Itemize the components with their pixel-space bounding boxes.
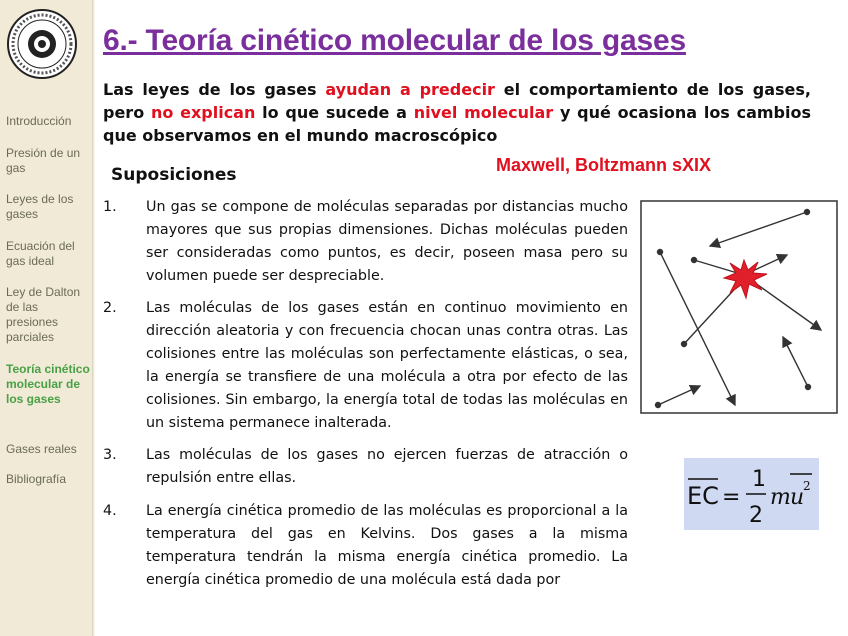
nav-item-ecuacion[interactable]: Ecuación del gas ideal (6, 239, 75, 268)
nav-item-gases-reales[interactable]: Gases reales (6, 442, 77, 456)
formula-velocity: u (790, 485, 805, 510)
credit-text: Maxwell, Boltzmann sXIX (496, 155, 712, 175)
university-seal-logo (6, 8, 78, 80)
formula-mass: m (770, 485, 791, 510)
intro-paragraph (103, 78, 811, 147)
intro-text: y qué ocasiona los cambios que observamos en el mundo macroscópico (103, 103, 812, 145)
nav-item-leyes[interactable]: Leyes de los gases (6, 192, 74, 221)
list-item-text: Las moléculas de los gases no ejercen fuerzas de atracción o repulsión entre ellas. (146, 447, 628, 486)
nav-item-dalton[interactable]: Ley de Dalton de las presiones parciales (6, 285, 81, 344)
list-item (103, 444, 628, 490)
list-item-number: 2. (103, 300, 117, 316)
intro-text: lo que sucede a (255, 103, 414, 122)
list-item (103, 196, 628, 288)
intro-highlight: nivel molecular (413, 103, 554, 122)
list-item-text: La energía cinética promedio de las moléculas es proporcional a la temperatura del gas en Kelvins. Dos gases a la misma temperatura tendrán la misma energía cinética promedio. La energía cinética promedio de una molécula está dada por (146, 503, 628, 588)
nav-item-bibliografia[interactable]: Bibliografía (6, 472, 67, 486)
intro-highlight: ayudan a predecir (325, 80, 495, 99)
list-item-number: 4. (103, 503, 117, 519)
list-item-number: 1. (103, 199, 117, 215)
sidebar (0, 0, 92, 636)
formula-denominator: 2 (749, 503, 763, 528)
molecular-motion-diagram (640, 200, 838, 414)
list-item (103, 500, 628, 592)
intro-text: Las leyes de los gases (103, 80, 326, 99)
sidebar-divider (92, 0, 95, 636)
list-item-number: 3. (103, 447, 117, 463)
nav-item-introduccion[interactable]: Introducción (6, 114, 72, 128)
formula-exponent: 2 (803, 479, 811, 493)
section-subtitle: Suposiciones (111, 165, 237, 185)
list-item (103, 297, 628, 434)
intro-highlight: no explican (150, 103, 256, 122)
formula-equals: = (722, 485, 741, 510)
list-item-text: Las moléculas de los gases están en continuo movimiento en dirección aleatoria y con frecuencia chocan unas contra otras. Las colisiones entre las moléculas son perfectamente elásticas, o sea, la energía se transfiere de una molécula a otra por efecto de las colisiones. Sin embargo, la energía total de todas las moléculas en un sistema permanece inalterada. (146, 300, 628, 431)
list-item-text: Un gas se compone de moléculas separadas por distancias mucho mayores que sus propias dimensiones. Dichas moléculas pueden ser consideradas como puntos, es decir, poseen masa pero su volumen puede ser despreciable. (146, 199, 628, 284)
slide-title: 6.- Teoría cinético molecular de los gases (103, 24, 686, 57)
formula-lhs: EC (687, 482, 719, 510)
intro-text: el comportamiento de los gases, pero (103, 80, 811, 122)
nav-item-teoria[interactable]: Teoría cinético molecular de los gases (6, 362, 90, 406)
kinetic-energy-formula (684, 458, 819, 530)
nav-item-presion[interactable]: Presión de un gas (6, 146, 81, 175)
formula-numerator: 1 (752, 467, 766, 492)
